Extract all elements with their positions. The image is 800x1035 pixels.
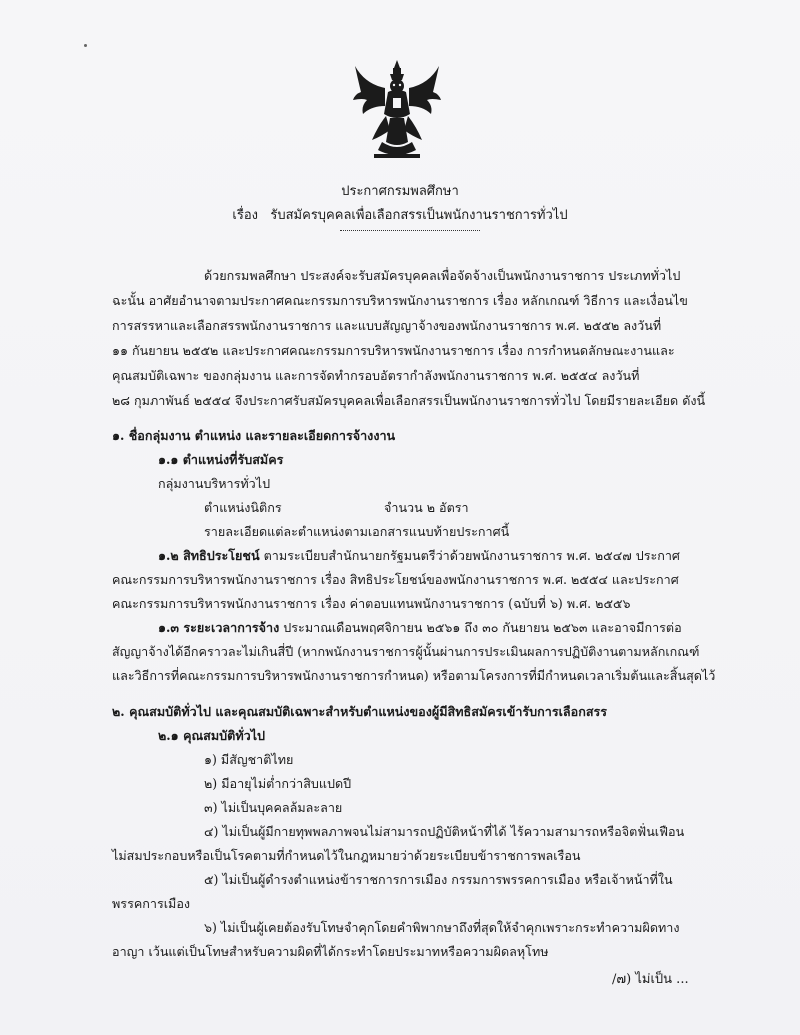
- section-1-3-line: [158, 620, 682, 636]
- qualification-item: ๕) ไม่เป็นผู้ดำรงตำแหน่งข้าราชการการเมือง กรรมการพรรคการเมือง หรือเจ้าหน้าที่ใน: [204, 872, 673, 887]
- intro-line: ฉะนั้น อาศัยอำนาจตามประกาศคณะกรรมการบริหารพนักงานราชการ เรื่อง หลักเกณฑ์ วิธีการ และเงื่อนไข: [112, 293, 688, 308]
- intro-line: ๑๑ กันยายน ๒๕๕๒ และประกาศคณะกรรมการบริหารพนักงานราชการ เรื่อง การกำหนดลักษณะงานและ: [112, 343, 675, 358]
- qualification-item-cont: พรรคการเมือง: [112, 896, 191, 911]
- header-divider: [340, 230, 480, 231]
- section-2-1-title: ๒.๑ คุณสมบัติทั่วไป: [158, 728, 266, 743]
- section-1-2-text: คณะกรรมการบริหารพนักงานราชการ เรื่อง ค่าตอบแทนพนักงานราชการ (ฉบับที่ ๖) พ.ศ. ๒๕๕๖: [112, 596, 631, 611]
- qualification-item: ๔) ไม่เป็นผู้มีกายทุพพลภาพจนไม่สามารถปฏิบัติหน้าที่ได้ ไร้ความสามารถหรือจิตฟั่นเฟือน: [204, 824, 685, 839]
- qualification-item: ๑) มีสัญชาติไทย: [204, 752, 294, 767]
- section-1-title: ๑. ชื่อกลุ่มงาน ตำแหน่ง และรายละเอียดการจ้างงาน: [112, 428, 396, 443]
- garuda-emblem-icon: [352, 58, 442, 162]
- section-2-title: ๒. คุณสมบัติทั่วไป และคุณสมบัติเฉพาะสำหรับตำแหน่งของผู้มีสิทธิสมัครเข้ารับการเลือกสรร: [112, 704, 608, 719]
- qualification-item: ๖) ไม่เป็นผู้เคยต้องรับโทษจำคุกโดยคำพิพากษาถึงที่สุดให้จำคุกเพราะกระทำความผิดทาง: [204, 920, 680, 935]
- intro-line: คุณสมบัติเฉพาะ ของกลุ่มงาน และการจัดทำกรอบอัตรากำลังพนักงานราชการ พ.ศ. ๒๕๕๔ ลงวันที่: [112, 368, 640, 383]
- qualification-item-cont: ไม่สมประกอบหรือเป็นโรคตามที่กำหนดไว้ในกฎหมายว่าด้วยระเบียบข้าราชการพลเรือน: [112, 848, 581, 863]
- intro-line: ๒๘ กุมภาพันธ์ ๒๕๕๔ จึงประกาศรับสมัครบุคคลเพื่อเลือกสรรเป็นพนักงานราชการทั่วไป โดยมีรายละเอียด ดังนี้: [112, 393, 706, 408]
- scan-speck: [84, 44, 87, 47]
- section-1-3-text: และวิธีการที่คณะกรรมการบริหารพนักงานราชการกำหนด) หรือตามโครงการที่มีกำหนดเวลาเริ่มต้นและสิ้นสุดไว้: [112, 668, 716, 683]
- section-1-1-title: ๑.๑ ตำแหน่งที่รับสมัคร: [158, 452, 284, 467]
- section-1-3-text: สัญญาจ้างได้อีกคราวละไม่เกินสี่ปี (หากพนักงานราชการผู้นั้นผ่านการประเมินผลการปฏิบัติงานตามหลักเกณฑ์: [112, 644, 700, 659]
- section-1-3-text: ประมาณเดือนพฤศจิกายน ๒๕๖๑ ถึง ๓๐ กันยายน ๒๕๖๓ และอาจมีการต่อ: [283, 620, 682, 635]
- job-group: กลุ่มงานบริหารทั่วไป: [158, 476, 271, 491]
- section-1-2-text: ตามระเบียบสำนักนายกรัฐมนตรีว่าด้วยพนักงานราชการ พ.ศ. ๒๕๔๗ ประกาศ: [263, 548, 680, 563]
- page-continuation: /๗) ไม่เป็น ...: [612, 972, 689, 987]
- section-1-2-line: [158, 548, 680, 564]
- subject-text: รับสมัครบุคคลเพื่อเลือกสรรเป็นพนักงานราชการทั่วไป: [270, 208, 568, 223]
- position-details: รายละเอียดแต่ละตำแหน่งตามเอกสารแนบท้ายประกาศนี้: [204, 524, 510, 539]
- qualification-item-cont: อาญา เว้นแต่เป็นโทษสำหรับความผิดที่ได้กระทำโดยประมาทหรือความผิดลหุโทษ: [112, 944, 549, 959]
- announcement-org: ประกาศกรมพลศึกษา: [341, 184, 459, 199]
- intro-line: การสรรหาและเลือกสรรพนักงานราชการ และแบบสัญญาจ้างของพนักงานราชการ พ.ศ. ๒๕๕๒ ลงวันที่: [112, 318, 662, 333]
- announcement-subject: [0, 204, 800, 225]
- qualification-item: ๒) มีอายุไม่ต่ำกว่าสิบแปดปี: [204, 776, 352, 791]
- subject-label: เรื่อง: [232, 208, 258, 223]
- qualification-item: ๓) ไม่เป็นบุคคลล้มละลาย: [204, 800, 343, 815]
- position-count: จำนวน ๒ อัตรา: [384, 500, 469, 515]
- section-1-3-title: ๑.๓ ระยะเวลาการจ้าง: [158, 620, 280, 635]
- section-1-2-text: คณะกรรมการบริหารพนักงานราชการ เรื่อง สิทธิประโยชน์ของพนักงานราชการ พ.ศ. ๒๕๕๔ และประกาศ: [112, 572, 679, 587]
- intro-line: ด้วยกรมพลศึกษา ประสงค์จะรับสมัครบุคคลเพื่อจัดจ้างเป็นพนักงานราชการ ประเภททั่วไป: [204, 268, 681, 283]
- section-1-2-title: ๑.๒ สิทธิประโยชน์: [158, 548, 260, 563]
- position-name: ตำแหน่งนิติกร: [204, 500, 282, 515]
